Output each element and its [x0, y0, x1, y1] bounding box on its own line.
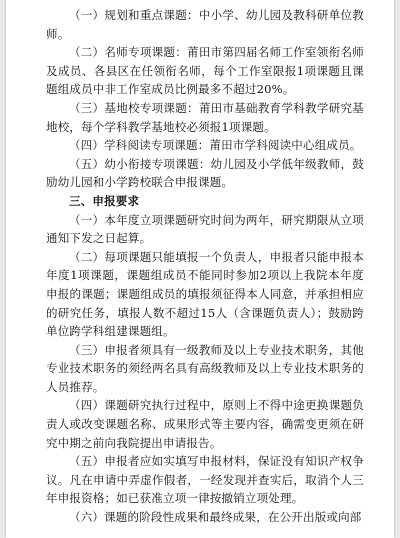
document-page	[6, 0, 394, 538]
paragraph-requirement-2: （二）每项课题只能填报一个负责人，申报者只能申报本年度1项课题，课题组成员不能同时参加2项以上我院本年度申报的课题；课题组成员的填报须征得本人同意，并承担相应的研究任务，填报人数不超过15人（含课题负责人）；鼓励跨单位跨学科组建课题组。	[46, 249, 364, 339]
paragraph-applicant-reading: （四）学科阅读专项课题：莆田市学科阅读中心组成员。	[69, 138, 362, 153]
paragraph-applicant-kindergarten: （五）幼小衔接专项课题：幼儿园及小学低年级教师，鼓励幼儿园和小学跨校联合申报课题。	[46, 156, 364, 190]
paragraph-applicant-general: （一）规划和重点课题：中小学、幼儿园及教科研单位教师。	[46, 8, 364, 41]
paragraph-requirement-1: （一）本年度立项课题研究时间为两年，研究期限从立项通知下发之日起算。	[46, 212, 364, 246]
paragraph-requirement-6: （六）课题的阶段性成果和最终成果，在公开出版或向部	[69, 510, 362, 525]
paragraph-applicant-master-teacher: （二）名师专项课题：莆田市第四届名师工作室领衔名师及成员、各县区在任领衔名师，每个工作室限报1项课题且课题组成员中非工作室成员比例最多不超过20%。	[46, 45, 364, 97]
paragraph-requirement-4: （四）课题研究执行过程中，原则上不得中途更换课题负责人或改变课题名称、成果形式等主要内容，确需变更须在研究中期之前向我院提出申请报告。	[46, 398, 364, 450]
paragraph-applicant-base-school: （三）基地校专项课题：莆田市基础教育学科教学研究基地校，每个学科教学基地校必须报1项课题。	[46, 100, 364, 134]
paragraph-requirement-3: （三）申报者须具有一级教师及以上专业技术职务，其他专业技术职务的须经两名具有高级教师及以上专业技术职务的人员推荐。	[46, 342, 364, 394]
section-heading: 三、申报要求	[69, 193, 140, 208]
paragraph-requirement-5: （五）申报者应如实填写申报材料，保证没有知识产权争议。凡在申请中弄虚作假者，一经发现并查实后，取消个人三年申报资格；如已获准立项一律按撤销立项处理。	[46, 454, 364, 506]
document-body	[46, 6, 364, 527]
